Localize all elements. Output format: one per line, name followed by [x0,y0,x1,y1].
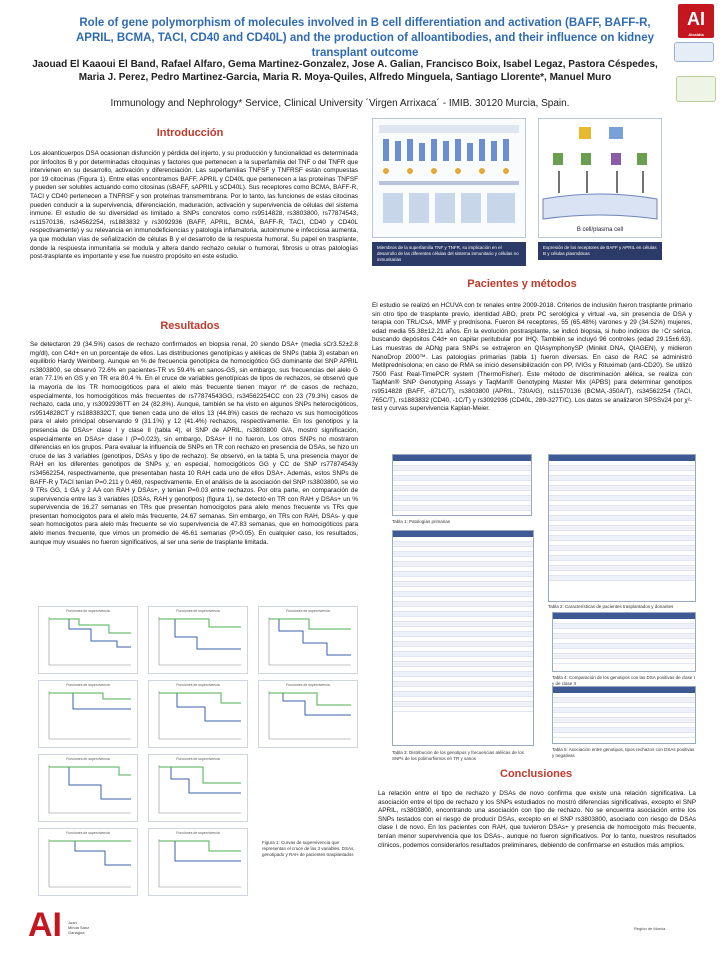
km-title: Funciones de supervivencia [286,683,330,687]
km-plot [148,606,248,674]
km-plot [38,606,138,674]
km-plot [38,754,138,822]
table5-caption: Tabla 5: Asociación entre genotipos, tipos rechazos con DSAs positivas y negativas [552,747,695,758]
km-plot [258,606,358,674]
b-cell-diagram-svg [539,119,661,237]
km-title: Funciones de supervivencia [286,609,330,613]
methods-heading: Pacientes y métodos [467,278,577,290]
hospital-logo [674,42,714,62]
conclusions-paragraph: La relación entre el tipo de rechazo y DSAs de novo confirma que existe una relación significativa. La asociación entre el tipo de rechazo y los SNPs estudiados no mostró diferencias significativas, excepto el SNP APRIL, rs3803800, encontrando una asociación con tipo de rechazo. No se encuentra asociación entre los SNPs testados con el riesgo de producir DSAs, excepto en el SNP rs3803800, asociado con riesgo de DSAs clase I de novo. En los pacientes con RAH, que tuvieron DSAs+ y presencia de homocigoto más frecuente, tenían menor supervivencia que los DSAs-, aunque no fueron significativos. Por lo tanto, nuestros resultados clínicos, podemos considerarlos resultados preliminares, debiendo de confirmarse en estudios más amplios. [378,790,696,849]
km-title: Funciones de supervivencia [176,683,220,687]
region-murcia-logo: Región de Murcia [634,926,666,931]
km-title: Funciones de supervivencia [176,609,220,613]
ai-logo-sub: Alcaldía [688,32,704,37]
footer-logo-text: Juan Minda Sanz Ganagua [68,920,90,935]
author-list: Jaouad El Kaaoui El Band, Rafael Alfaro, Gema Martinez-Gonzalez, Jose A. Galian, Francisco Boix, Isabel Legaz, Pastora Céspedes, Maria J. Perez, Pedro Martinez-Garcia, Maria R. Moya-Quiles, Alfredo Minguela, Santiago Llorente*, Manuel Muro [32,59,658,83]
km-plot [148,828,248,896]
table-5 [552,686,696,744]
ai-logo-text: AI [687,9,705,29]
km-plot [148,680,248,748]
km-title: Funciones de supervivencia [66,757,110,761]
km-title: Funciones de supervivencia [66,683,110,687]
methods-paragraph: El estudio se realizó en HCUVA con tx renales entre 2009-2018. Criterios de inclusión fueron trasplante primario sin otro tipo de trasplante previo, identidad ABO, pretx PC serológica y virtual -va, sin presencia de DSA y terapia con TRL/CsA, MMF y prednisona. Fueron 84 receptores, 55 (65.48%) varones y 29 (34.52%) mujeres, edad media 55.38±12.21 años. En la evolución postrasplante, se indicó biopsia, si hubo indicios de ↑Cr sérica, buscando depósitos C4d+ en capilar peritubular por IHQ. También se incluyó 96 controles (edad 29.15±6.63). Las muestras de ADNg para SNPs se extrajeron en QIAsymphonySP (Minikit DNA, QIAGEN), y midieron NanoDrop 2000™. Las patologías primarias (tabla 1) fueron diversas. En caso de RAC se administró Metilprednisolona; en caso de RMA se inició desensibilización con PP, IVIGs y Rituximab (anti-CD20). Se utilizó 7500 Fast Real-TimePCR system (ThermoFisher). Este método de discriminación alélica, se realiza con TaqMan® SNP Genotyping Assays y TaqMan® Genotyping Master Mix (APBS) para determinar genotipos rs9514828 (BAFF, -871C/T), rs3803800 (APRIL, 730A/G), rs11570136 (BCMA,-350A/T), rs34562254 (TACI, 765C/T), rs1883832 (CD40, -1C/T) y rs3092936 (CD40L, 289-327T/C). Los datos se analizaron SPSSv24 por χ²-test y curvas supervivencia Kaplan-Meier. [372,302,692,413]
table4-caption: Tabla 4: Comparación de los genotipos con las DSA positivas de clase I y de clase II [552,675,695,686]
footer-ai-logo: AI [28,906,62,944]
conclusions-heading: Conclusiones [500,768,573,780]
results-heading: Resultados [160,320,220,332]
table3-caption: Tabla 3: Distribución de los genotipos y frecuencias alélicas de los SNPs de los polimorfismos en TR y sanos [392,750,524,761]
results-paragraph: Se detectaron 29 (34.5%) casos de rechazo confirmados en biopsia renal, 20 siendo DSA+ (media sCr3.52±2.8 mg/dl), con C4d+ en un porcentaje de ellos. Las distribuciones genotípicas y alélicas de SNPs (tabla 3) estaban en equilibrio Hardy Weinberg. Aunque en % de frecuencia genotípica de homocigótico GG dominante del SNP APRIL rs3803800, se observó 72.6% en pacientes-TR vs 59.4% en sanos-GS, sin embargo, sus frecuencias del alelo G eran 77.1% en GS y en TR era 80.4 %. En el cruce de variables genotípicas de tipos de rechazos, se observó que la mayoría de los TR homocigóticos para el alelo más frecuente tienen mayor nº de casos de rechazo, especialmente, los homocigóticos más frecuentes de rs77874543GG, rs34562254CC con 23 (79.3%) casos de rechazo, cada uno, y rs3092936TT en 24 (82.8%). Aunque, también se ha visto en algunos SNPs heterocigóticos, rs9514828CT y rs1883832CT, que tienen cada uno de ellos 13 (44.8%) casos de rechazo vs sus homocigóticos para el alelo principal observando 9 (31.1%) y 12 (41.4%) rechazos, respectivamente. En los genotipos y la presencia de DSAs+ clase I y clase II (tabla 4), el SNP de APRIL, rs3803800 G/A, mostró significación, especialmente en DSAs+ clase I (P=0.023), sin embargo, DSAs+ II no fueron. Los otros SNPs no mostraron diferencias en los grupos. Para evaluar la influencia de SNPs en TR con rechazo en presencia de DSAs, se hizo un cruce de las 3 variables (genotipos, DSAs y tipo de rechazo). Se observó, en la tabla 5, una presencia mayor de RAH en los diferentes genotipos de SNPs y, en especial, homocigóticos GG y CC de SNP rs77874543y rs34562254, respectivamente, que presentaban hasta 10 RAH cada uno de ellos DSA+. Además, estos SNPs de BAFF-R y TACI tenían P=0.211 y 0.469, respectivamente. En el análisis de la asociación del SNP rs3803800, se vio 9 TRs GG, 1 GA y 2 AA con RAH y DSAs+, y tenían P=0.03 entre rechazos. Por otra parte, en comparación de supervivencia entre las 3 variables (DSAs, RAH y genotipos) (figura 1), se detectó en TR con RAH y DSAs+ un % supervivencia de 16.27 semanas en TRs que presentan homocigotos para alelo menos frecuente vs TRs que presentan homocigotos para el alelo más frecuente, 24.67 semanas. Sin embargo, en TRs con RAH, DSAs- y que sean homocigotos para alelo más frecuente se vio supervivencia de 47.83 semanas, que en homocigóticos para alelo menos frecuente, que vimos un promedio de 46.61 semanas (P>0.05). En cualquier caso, los resultados, aunque muy visuales no fueron significativos, al ser una serie de trasplante limitada. [30,341,358,546]
poster-title: Role of gene polymorphism of molecules involved in B cell differentiation and activation (BAFF, BAFF-R, APRIL, BCMA, TACI, CD40 and CD40L) and the production of alloantibodies, and their influence on kidney transplant outcome [75,17,654,59]
km-plot [38,680,138,748]
km-title: Funciones de supervivencia [176,757,220,761]
intro-paragraph: Los aloanticuerpos DSA ocasionan disfunción y pérdida del injerto, y su producción y funcionalidad es determinada por linfocitos B y por determinadas citoquinas y factores que pertenecen a la superfamilia del TNF o del TNFR que intervienen en su desarrollo, activación y diferenciación. Las superfamilias TNFSF y TNFRSF están compuestas por 19 citocinas (Figura 1). Entre ellas encontramos BAFF, APRIL y CD40L que pertenecen a las proteínas TNFSF y pueden ser solubles actuando como citosinas (sBAFF, sAPRIL y sCD40L). Sus receptores como BCMA, BAFF-R, TACI y CD40 pertenecen a TNFRSF y son proteínas transmembrana. Por lo tanto, las funciones de estas citocinas pueden conducir a la supervivencia, diferenciación, maduración, activación y supervivencia de células del sistema inmune. El estudio de su diversidad es limitado a SNPs concretos como rs9514828, rs3803800, rs77874543, rs11570136, rs34562254, rs1883832 y rs3092936 (BAFF, APRIL, BCMA, BAFF-R, TACI, CD40 y CD40L respectivamente) y su relevancia en inmunodeficiencias y patología inflamatoria, autoinmune e infecciosa aumenta, ya que modulan vías de señalización de células B y el desarrollo de la respuesta humoral. Su papel en trasplante, donde la respuesta inmunitaria se modula y altera dando rechazo celular o humoral, fibrosis u otras patologías post-trasplante es importante y ese fue nuestro propósito en este estudio. [30,150,358,261]
intro-heading: Introducción [156,127,224,139]
b-cell-receptor-diagram [538,118,662,238]
table-4 [552,612,696,672]
km-title: Funciones de supervivencia [66,831,110,835]
km-title: Funciones de supervivencia [66,609,110,613]
table2-caption: Tabla 2: Características de pacientes trasplantados y donantes [548,604,674,609]
table-2 [548,454,696,602]
table-3 [392,530,534,746]
km-title: Funciones de supervivencia [176,831,220,835]
ai-logo [678,4,714,38]
affiliation: Immunology and Nephrology* Service, Clinical University ´Virgen Arrixaca´ - IMIB. 30120 Murcia, Spain. [110,98,570,109]
km-plot [38,828,138,896]
fig1-caption-left: Miembros de la superfamilia TNF y TNFR, su implicación en el desarrollo de las diferentes células del sistema inmunitario y células no inmunitarias [372,242,526,266]
table1-caption: Tabla 1: Patologías primarias [392,519,451,524]
b-cell-label: B cell/plasma cell [576,227,624,233]
tnf-superfamily-diagram [372,118,526,238]
km-plot [148,754,248,822]
table-1 [392,454,532,516]
km-plot [258,680,358,748]
tnf-diagram-svg [373,119,525,237]
imib-logo [676,76,716,102]
fig1-caption-right: Expresión de los receptores de BAFF y APRIL en células B y células plasmáticas [538,242,662,260]
survival-caption: Figura 1: Curvas de supervivencia que representan el cruce de las 3 variables, DSAs, genotipado y RAH de pacientes trasplantados [262,840,355,857]
